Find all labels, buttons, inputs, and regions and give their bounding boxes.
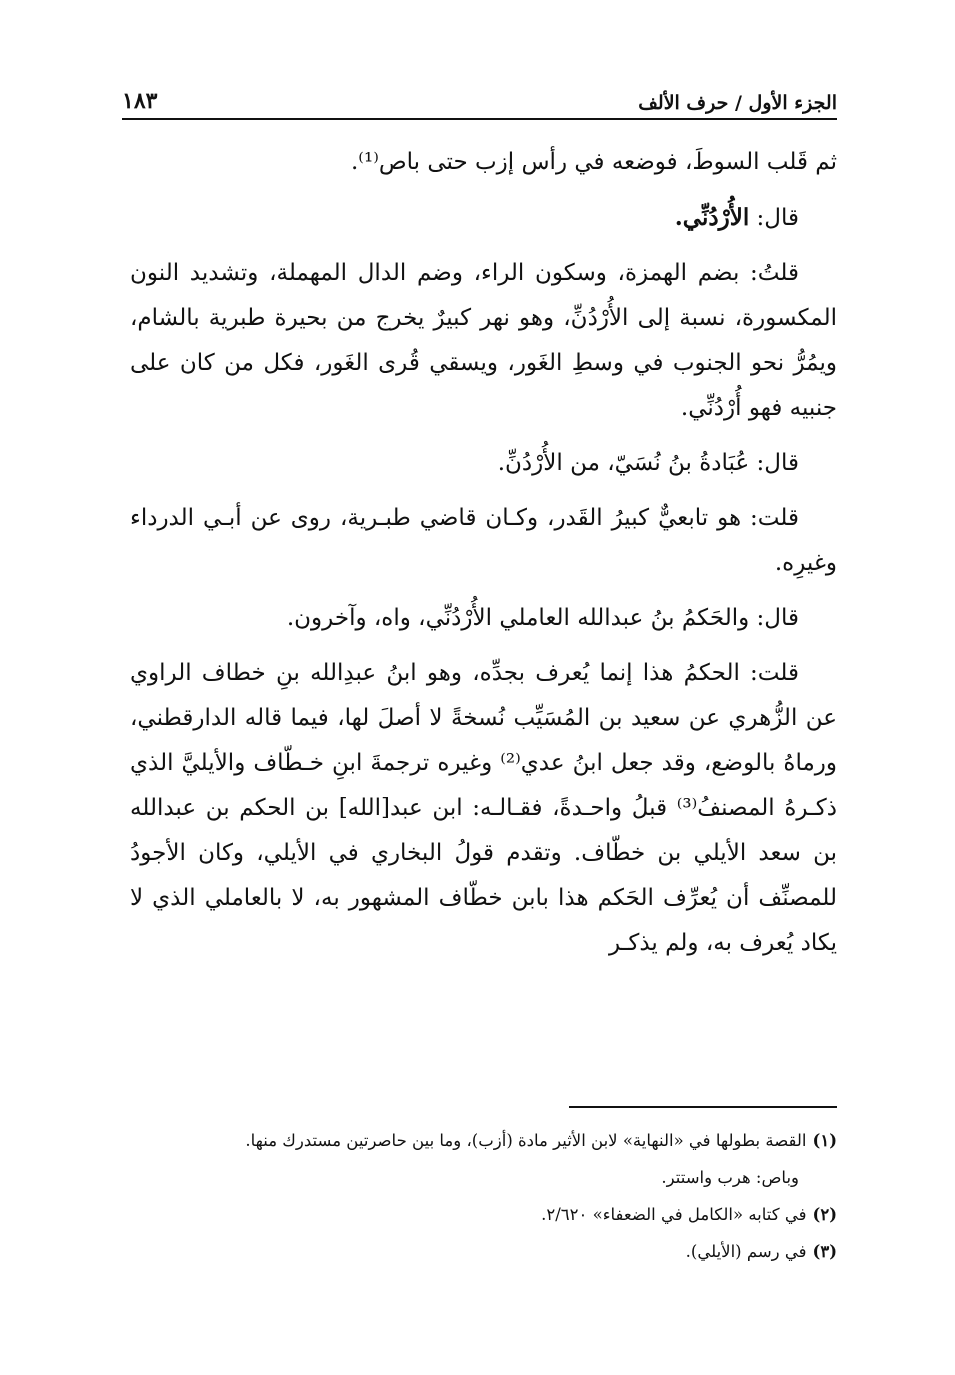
running-head: الجزء الأول / حرف الألف: [638, 92, 837, 114]
page-number: ١٨٣: [122, 88, 158, 114]
footnote-1-text: القصة بطولها في «النهاية» لابن الأثير مادة (أزب)، وما بين حاصرتين مستدرك منها.: [245, 1131, 807, 1150]
footnote-1-continuation: وباص: هرب واستتر.: [661, 1168, 799, 1187]
entry-term: الأُرْدُنِّي.: [674, 204, 750, 231]
paragraph-4: قال: عُبَادةُ بنُ نُسَيّ، من الأُرْدُنِّ.: [497, 450, 799, 476]
paragraph-1: ثم قَلب السوطَ، فوضعه في رأس إزب حتى باص⁽¹⁾.: [351, 149, 837, 175]
paragraph-7: قلت: الحكمُ هذا إنما يُعرف بجدِّه، وهو ابنُ عبدِالله بنِ خطاف الراوي عن الزُّهري عن سعيد بن المُسَيِّب نُسخةً لا أصلَ لها، فيما قاله الدارقطني، ورماهُ بالوضع، وقد جعل ابنُ عدي⁽²⁾ وغيره ترجمةَ ابنِ خـطّاف والأيليَّ الذي ذكـرهُ المصنفُ⁽³⁾ قبلُ واحـدةً، فقـالـه: ابن عبد[الله] بن الحكم بن عبدالله بن سعد الأيلي بن خطّاف. وتقدم قولُ البخاري في الأيلي، وكان الأجودُ للمصنِّف أن يُعرِّف الحَكم هذا بابن خطّاف المشهور به، لا بالعاملي الذي لا يكاد يُعرف به، ولم يذكـر: [130, 660, 838, 956]
paragraph-5: قلت: هو تابعيٌّ كبيرُ القَدر، وكـان قاضي طبـرية، روى عن أبـي الدرداء وغيرِه.: [130, 505, 837, 576]
footnote-2: [130, 1196, 837, 1233]
qala-lead: قال:: [749, 205, 799, 231]
footnote-1: [130, 1122, 837, 1159]
footnote-1-number: (١): [812, 1131, 837, 1150]
footnote-3: [130, 1233, 837, 1270]
footnote-2-text: في كتابه «الكامل في الضعفاء» ٢/٦٢٠.: [541, 1205, 807, 1224]
footnote-3-number: (٣): [812, 1242, 837, 1261]
footnote-2-number: (٢): [812, 1205, 837, 1224]
page-header: [122, 80, 837, 120]
paragraph-3: قلتُ: بضم الهمزة، وسكون الراء، وضم الدال المهملة، وتشديد النون المكسورة، نسبة إلى الأُرْدُنِّ، وهو نهر كبيرٌ يخرج من بحيرة طبرية بالشام، ويمُرُّ نحو الجنوب في وسطِ الغَور، ويسقي قُرى الغَور، فكل من كان على جنبيه فهو أُرْدُنِّي.: [130, 260, 837, 421]
footnotes: [130, 1122, 837, 1270]
footnote-3-text: في رسم (الأيلي).: [685, 1242, 807, 1261]
paragraph-6: قال: والحَكمُ بنُ عبدالله العاملي الأُرْدُنِّي، واه، وآخرون.: [286, 605, 799, 631]
main-text: [130, 140, 837, 976]
footnote-separator: [569, 1106, 837, 1108]
paragraph-2: [130, 195, 837, 241]
